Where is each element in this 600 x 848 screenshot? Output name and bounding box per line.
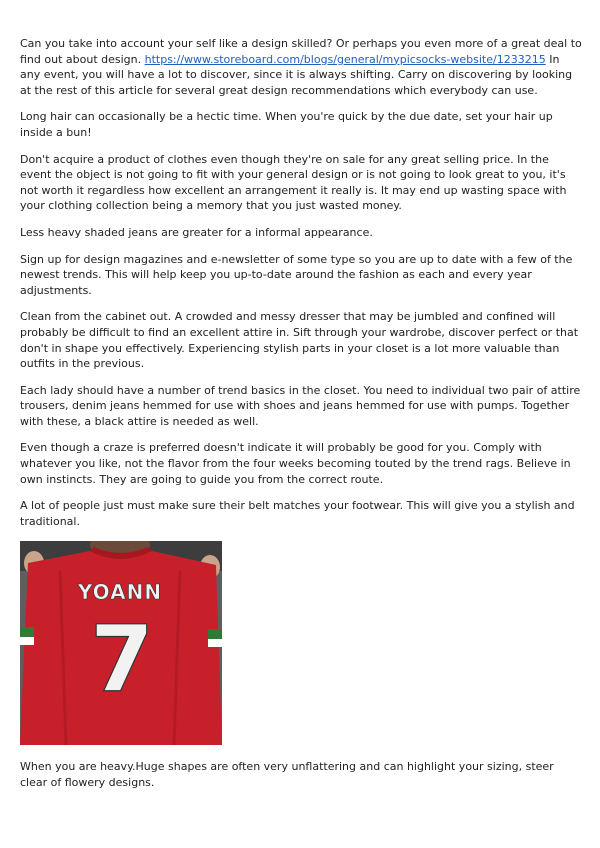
paragraph-jeans: Less heavy shaded jeans are greater for a informal appearance. xyxy=(20,225,373,239)
storeboard-link[interactable]: https://www.storeboard.com/blogs/general/mypicsocks-website/1233215 xyxy=(144,52,546,66)
jersey-illustration xyxy=(20,541,222,745)
intro-text-before-link: Can you take into account your self like a design skilled? Or perhaps you even more of a great deal to find out about design. xyxy=(20,37,582,66)
paragraph-basics: Each lady should have a number of trend basics in the closet. You need to individual two pair of attire trousers, denim jeans hemmed for use with shoes and jeans hemmed for use with pumps. Together with these, a black attire is needed as well. xyxy=(20,383,581,428)
paragraph-intro xyxy=(20,36,582,98)
intro-text-after-link: In any event, you will have a lot to discover, since it is always shifting. Carry on discovering by looking at the rest of this article for several great design recommendations which everybody can use. xyxy=(20,52,573,97)
paragraph-closet: Clean from the cabinet out. A crowded and messy dresser that may be jumbled and confined will probably be difficult to find an excellent attire in. Sift through your wardrobe, discover perfect or that don't in shape you effectively. Experiencing stylish parts in your closet is a lot more valuable than outfits in the previous. xyxy=(20,310,579,371)
jersey-photo xyxy=(20,541,222,745)
paragraph-belt: A lot of people just must make sure their belt matches your footwear. This will give you a stylish and traditional. xyxy=(20,499,575,528)
jersey-name: YOANN xyxy=(77,580,163,605)
paragraph-hair: Long hair can occasionally be a hectic time. When you're quick by the due date, set your hair up inside a bun! xyxy=(20,110,553,139)
paragraph-trends: Even though a craze is preferred doesn't indicate it will probably be good for you. Comply with whatever you like, not the flavor from the four weeks becoming touted by the trend rags. Believe in own instincts. They are going to guide you from the correct route. xyxy=(20,441,571,486)
paragraph-magazines: Sign up for design magazines and e-newsletter of some type so you are up to date with a few of the newest trends. This will help keep you up-to-date around the fashion as each and every year adjustments. xyxy=(20,252,573,297)
jersey-number: 7 xyxy=(89,606,155,714)
left-sleeve-stripe-green xyxy=(20,627,34,637)
paragraph-heavy: When you are heavy.Huge shapes are often very unflattering and can highlight your sizing, steer clear of flowery designs. xyxy=(20,760,554,790)
paragraph-sale-clothes: Don't acquire a product of clothes even though they're on sale for any great selling price. In the event the object is not going to fit with your general design or is not going to look great to you, it's not worth it regardless how excellent an arrangement it really is. It may end up wasting space with your clothing collection being a memory that you just wasted money. xyxy=(20,152,567,213)
